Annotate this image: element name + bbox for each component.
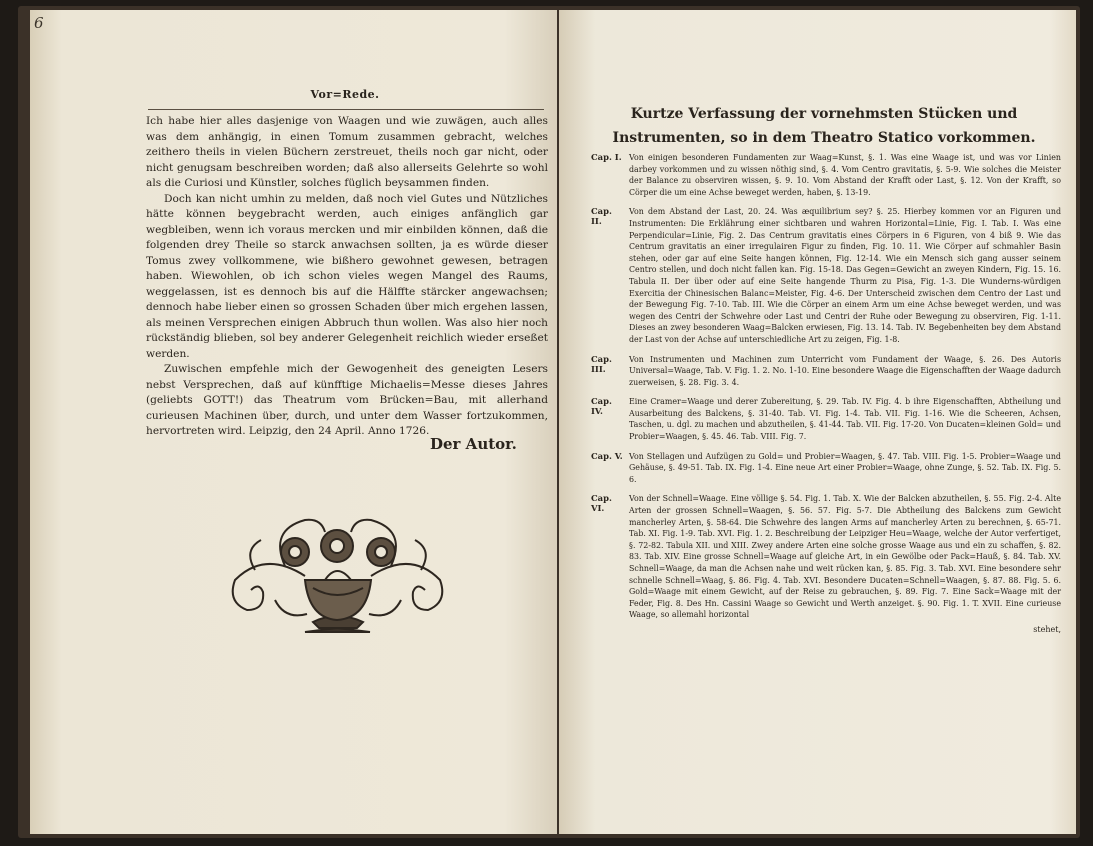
chapter-text: Von Stellagen und Aufzügen zu Gold= und Probier=Waagen, §. 47. Tab. VIII. Fig. 1-5. Probier=Waage und Gehäuse, §. 49-51. Tab. IX. Fig. 1-4. Eine neue Art einer Probier=Waage, ohne Zunge, §. 52. Tab. IX. Fig. 5. 6.: [629, 451, 1061, 484]
right-page: [559, 10, 1076, 834]
chapter-text: Von Instrumenten und Machinen zum Unterricht vom Fundament der Waage, §. 26. Des Autoris Universal=Waage, Tab. V. Fig. 1. 2. No. 1-10. Eine besondere Waage die Eigenschafften der Waage dadurch zuerweisen, §. 28. Fig. 3. 4.: [629, 354, 1062, 387]
chapter-label: Cap. II.: [591, 206, 612, 227]
author-signature: Der Autor.: [430, 435, 517, 453]
preface-paragraph-3: Zuwischen empfehle mich der Gewogenheit des geneigten Lesers nebst Versprechen, daß auf künfftige Michaelis=Messe dieses Jahres (geliebts GOTT!) das Theatrum vom Brücken=Bau, mit allerhand curieusen Machinen über, durch, und unter dem Wasser fortzukommen, hervortreten wird. Leipzig, den 24 April. Anno 1726.: [146, 363, 548, 437]
chapter-entry: [591, 451, 1061, 486]
catchword: stehet,: [1033, 624, 1061, 634]
chapter-text: Von dem Abstand der Last, 20. 24. Was æquilibrium sey? §. 25. Hierbey kommen vor an Figuren und Instrumenten: Die Erklährung einer sichtbaren und wahren Horizontal=Linie, Fig. I. Tab. I. Was eine Perpendicular=Linie, Fig. 2. Das Centrum gravitatis eines Cörpers in 6 Figuren, von 4 biß 9. Wie das Centrum gravitatis an einer irregulairen Figur zu finden, Fig. 10. 11. Wie Cörper auf schmahler Basin stehen, oder gar auf eine Seite hangen können, Fig. 12-14. Wie ein Mensch sich gang ausser seinem Centro stellen, und doch nicht fallen kan. Fig. 15-18. Das Gegen=Gewicht an zweyen Kindern, Fig. 15. 16. Tabula II. Der über oder auf eine Seite hangende Thurm zu Pisa, Fig. 1-3. Die Wunderns-würdigen Exercitia der Chinesischen Balanc=Meister, Fig. 4-6. Der Unterscheid zwischen dem Centro der Last und der Bewegung Fig. 7-10. Tab. III. Wie die Cörper an einem Arm um eine Achse beweget werden, und was wegen des Centri der Schwehre oder Last und Centri der Ruhe oder Bewegung zu observiren, Fig. 1-11. Dieses an zwey besonderen Waag=Balcken erwiesen, Fig. 13. 14. Tab. IV. Begebenheiten bey dem Abstand der Last von der Achse auf unterschiedliche Art zu zeigen, Fig. 1-8.: [629, 207, 1061, 344]
chapter-entry: [591, 206, 1061, 345]
chapter-label: Cap. I.: [591, 152, 622, 162]
chapter-label: Cap. VI.: [591, 493, 612, 514]
chapter-text: Eine Cramer=Waage und derer Zubereitung, §. 29. Tab. IV. Fig. 4. b ihre Eigenschafften, Abtheilung und Ausarbeitung des Balckens, §. 31-40. Tab. VI. Fig. 1-4. Tab. VII. Fig. 1-16. Wie die Scheeren, Achsen, Taschen, u. dgl. zu machen und abzutheilen, §. 41-44. Tab. VII. Fig. 17-20. Von Ducaten=kleinen Gold= und Probier=Waagen, §. 45. 46. Tab. VIII. Fig. 7.: [629, 397, 1061, 442]
chapter-entry: [591, 152, 1061, 198]
toc-title: Kurtze Verfassung der vornehmsten Stücken und Instrumenten, so in dem Theatro Statico vorkommen.: [612, 106, 1036, 146]
page-number: 6: [34, 14, 44, 32]
chapter-label: Cap. IV.: [591, 396, 612, 417]
chapter-label: Cap. III.: [591, 353, 612, 374]
chapter-text: Von der Schnell=Waage. Eine völlige §. 54. Fig. 1. Tab. X. Wie der Balcken abzutheilen, §. 55. Fig. 2-4. Alte Arten der grossen Schnell=Waagen, §. 56. 57. Fig. 5-7. Die Abtheilung des Balckens zum Gewicht mancherley Arten, §. 58-64. Die Schwehre des langen Arms auf mancherley Arten zu berechnen, §. 65-71. Tab. XI. Fig. 1-9. Tab. XVI. Fig. 1. 2. Beschreibung der Leipziger Heu=Waage, welche der Autor verfertiget, §. 72-82. Tabula XII. und XIII. Zwey andere Arten eine solche grosse Waage aus und ein zu schaffen, §. 82. 83. Tab. XIV. Eine grosse Schnell=Waage auf gleiche Art, in ein Gewölbe oder Pack=Hauß, §. 84. Tab. XV. Schnell=Waage, da man die Achsen nahe und weit rücken kan, §. 85. Fig. 3. Tab. XVI. Eine besondere sehr schnelle Schnell=Waag, §. 86. Fig. 4. Tab. XVI. Besondere Ducaten=Schnell=Waagen, §. 87. 88. Fig. 5. 6. Gold=Waage mit einem Gewicht, auf der Reise zu gebrauchen, §. 89. Fig. 7. Eine Sack=Waage mit der Feder, Fig. 8. Des Hn. Cassini Waage so Gewicht und Werth anzeiget. §. 90. Fig. 1. T. XVII. Eine curieuse Waage, so allemahl horizontal: [629, 494, 1061, 620]
preface-paragraph-1: Ich habe hier alles dasjenige von Waagen und wie zuwägen, auch alles was dem anhängig, in einen Tomum zusammen gebracht, welches zeithero theils in vielen Büchern zerstreuet, theils noch gar nicht, oder nicht genugsam beschreiben worden; daß also allerseits Gelehrte so wohl als die Curiosi und Künstler, solches füglich beysammen finden.: [146, 115, 548, 189]
running-head: Vor=Rede.: [310, 88, 380, 101]
head-rule: [148, 109, 544, 110]
chapter-text: Von einigen besonderen Fundamenten zur Waag=Kunst, §. 1. Was eine Waage ist, und was vor Linien darbey vorkommen und zu wissen nöthig sind, §. 4. Vom Centro gravitatis, §. 5-9. Wie solches die Meister der Balance zu observiren wissen, §. 9. 10. Vom Abstand der Krafft oder Last, §. 12. Von der Krafft, so Cörper die um eine Achse beweget werden, haben, §. 13-19.: [629, 153, 1061, 197]
left-page: [30, 10, 557, 834]
chapter-summary-list: [591, 152, 1061, 634]
chapter-entry: [591, 493, 1061, 621]
chapter-entry: [591, 354, 1061, 389]
floral-vase-ornament: [225, 510, 450, 638]
chapter-entry: [591, 396, 1061, 442]
preface-paragraph-2: Doch kan nicht umhin zu melden, daß noch viel Gutes und Nützliches hätte können beygebracht werden, auch einiges anfänglich gar wegbleiben, wenn ich voraus mercken und mir einbilden können, daß die folgenden drey Theile so starck anwachsen sollten, ja es würde dieser Tomus zwey vollkommene, wie bißhero gewohnet gewesen, betragen haben. Wiewohlen, ob ich schon vieles wegen Mangel des Raums, weggelassen, ist es dennoch bis auf die Hälffte stärcker angewachsen; dennoch habe lieber einen so grossen Schaden über mich ergehen lassen, als meinen Versprechen einigen Abbruch thun wollen. Was also hier noch rückständig blieben, sol bey anderer Gelegenheit reichlich wieder erseßet werden.: [146, 192, 548, 360]
chapter-label: Cap. V.: [591, 450, 623, 461]
preface-text: [146, 114, 548, 440]
